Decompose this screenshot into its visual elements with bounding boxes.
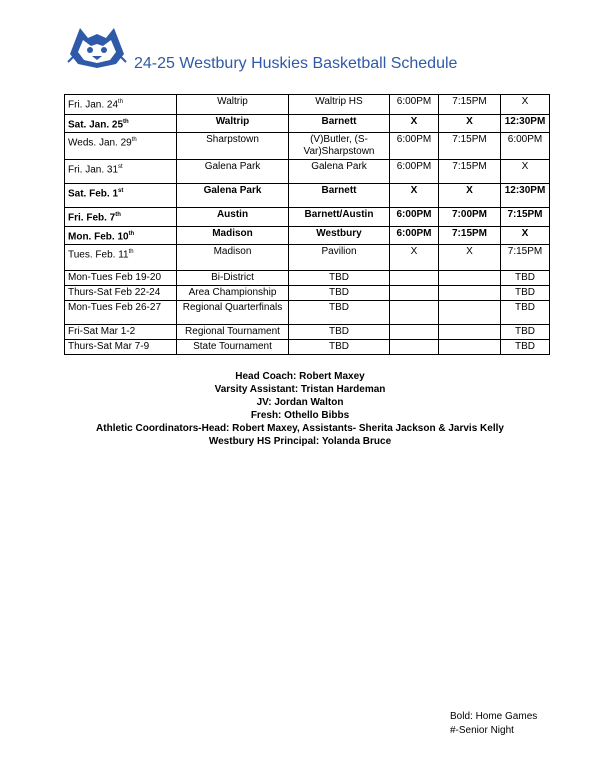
- cell-jv-time: [390, 324, 439, 339]
- other-time-text: 7:15PM: [507, 209, 543, 221]
- cell-varsity-time: [439, 270, 501, 285]
- varsity-time-text: 7:15PM: [452, 96, 487, 107]
- cell-opponent: [177, 244, 289, 270]
- cell-opponent: [177, 285, 289, 300]
- cell-other-time: [501, 300, 550, 324]
- opponent-text: Bi-District: [211, 271, 254, 283]
- cell-opponent: [177, 300, 289, 324]
- cell-date: [65, 285, 177, 300]
- cell-other-time: [501, 226, 550, 244]
- staff-jv: JV: Jordan Walton: [256, 397, 344, 408]
- varsity-time-text: 7:15PM: [451, 227, 487, 239]
- other-time-text: TBD: [515, 286, 535, 298]
- opponent-text: Sharpstown: [206, 134, 259, 146]
- cell-date: [65, 115, 177, 133]
- varsity-time-text: 7:15PM: [452, 134, 487, 146]
- cell-jv-time: [390, 115, 439, 133]
- date-text: Sat. Feb. 1: [68, 188, 119, 200]
- cell-varsity-time: [439, 133, 501, 160]
- cell-date: [65, 270, 177, 285]
- cell-varsity-time: [439, 300, 501, 324]
- table-row: [65, 285, 550, 300]
- cell-varsity-time: [439, 184, 501, 208]
- cell-varsity-time: [439, 226, 501, 244]
- table-row: [65, 184, 550, 208]
- varsity-time-text: X: [466, 116, 473, 127]
- cell-opponent: [177, 208, 289, 226]
- opponent-text: Galena Park: [203, 185, 262, 197]
- date-suffix: th: [123, 119, 129, 125]
- table-row: [65, 95, 550, 115]
- jv-time-text: X: [410, 116, 418, 127]
- cell-other-time: [501, 339, 550, 354]
- staff-list: [0, 370, 600, 448]
- cell-jv-time: [390, 339, 439, 354]
- location-text: Galena Park: [311, 161, 367, 173]
- other-time-text: TBD: [515, 325, 535, 337]
- cell-other-time: [501, 285, 550, 300]
- cell-location: [289, 300, 390, 324]
- cell-opponent: [177, 226, 289, 244]
- cell-jv-time: [390, 226, 439, 244]
- cell-other-time: [501, 133, 550, 160]
- cell-date: [65, 339, 177, 354]
- table-row: [65, 226, 550, 244]
- staff-head-coach: Head Coach: Robert Maxey: [235, 371, 365, 382]
- cell-date: [65, 208, 177, 226]
- other-time-text: 12:30PM: [504, 185, 546, 197]
- legend: [450, 710, 537, 738]
- cell-other-time: [501, 270, 550, 285]
- cell-opponent: [177, 133, 289, 160]
- cell-date: [65, 160, 177, 184]
- table-row: [65, 115, 550, 133]
- cell-jv-time: [390, 285, 439, 300]
- cell-location: [289, 226, 390, 244]
- cell-location: [289, 208, 390, 226]
- cell-location: [289, 339, 390, 354]
- cell-location: [289, 95, 390, 115]
- legend-bold-note: Bold: Home Games: [450, 711, 538, 722]
- other-time-text: X: [521, 227, 529, 239]
- opponent-text: Austin: [216, 209, 249, 221]
- date-suffix: th: [128, 248, 134, 255]
- cell-date: [65, 95, 177, 115]
- date-text: Tues. Feb. 11: [68, 249, 129, 261]
- cell-varsity-time: [439, 208, 501, 226]
- cell-opponent: [177, 160, 289, 184]
- date-suffix: th: [115, 212, 121, 219]
- date-text: Sat. Jan. 25: [68, 119, 124, 131]
- cell-location: [289, 324, 390, 339]
- cell-date: [65, 324, 177, 339]
- cell-other-time: [501, 115, 550, 133]
- cell-varsity-time: [439, 160, 501, 184]
- cell-jv-time: [390, 184, 439, 208]
- cell-opponent: [177, 324, 289, 339]
- jv-time-text: 6:00PM: [396, 96, 432, 107]
- cell-varsity-time: [439, 95, 501, 115]
- cell-date: [65, 226, 177, 244]
- other-time-text: 12:30PM: [504, 116, 546, 127]
- staff-varsity-assistant: Varsity Assistant: Tristan Hardeman: [214, 384, 386, 395]
- location-text: TBD: [329, 271, 349, 283]
- other-time-text: TBD: [515, 271, 535, 283]
- opponent-text: Regional Tournament: [185, 325, 280, 337]
- other-time-text: 7:15PM: [507, 245, 543, 257]
- date-text: Fri. Jan. 24: [68, 99, 119, 111]
- date-suffix: th: [131, 137, 137, 144]
- cell-date: [65, 300, 177, 324]
- location-text: (V)Butler, (S-Var)Sharpstown: [303, 134, 375, 158]
- location-text: Barnett/Austin: [304, 209, 374, 221]
- table-row: [65, 300, 550, 324]
- cell-jv-time: [390, 95, 439, 115]
- location-text: Pavilion: [321, 245, 357, 257]
- jv-time-text: X: [410, 245, 418, 257]
- varsity-time-text: 7:00PM: [451, 209, 487, 221]
- cell-location: [289, 285, 390, 300]
- cell-varsity-time: [439, 244, 501, 270]
- table-row: [65, 244, 550, 270]
- other-time-text: TBD: [515, 340, 535, 352]
- staff-principal: Westbury HS Principal: Yolanda Bruce: [208, 436, 392, 447]
- cell-jv-time: [390, 160, 439, 184]
- date-text: Fri. Jan. 31: [68, 164, 119, 176]
- cell-location: [289, 270, 390, 285]
- cell-other-time: [501, 244, 550, 270]
- cell-location: [289, 184, 390, 208]
- table-row: [65, 208, 550, 226]
- opponent-text: State Tournament: [193, 340, 272, 352]
- staff-fresh: Fresh: Othello Bibbs: [250, 410, 350, 421]
- date-text: Mon. Feb. 10: [68, 230, 129, 242]
- jv-time-text: 6:00PM: [396, 134, 432, 146]
- cell-other-time: [501, 184, 550, 208]
- opponent-text: Waltrip: [217, 96, 248, 107]
- cell-other-time: [501, 324, 550, 339]
- jv-time-text: X: [410, 185, 418, 197]
- location-text: Barnett: [321, 116, 357, 127]
- other-time-text: X: [521, 96, 529, 107]
- husky-logo-icon: [66, 24, 128, 70]
- opponent-text: Madison: [212, 227, 253, 239]
- other-time-text: 6:00PM: [507, 134, 543, 146]
- cell-varsity-time: [439, 285, 501, 300]
- cell-jv-time: [390, 133, 439, 160]
- cell-opponent: [177, 115, 289, 133]
- location-text: Barnett: [321, 185, 357, 197]
- opponent-text: Madison: [213, 245, 252, 257]
- cell-jv-time: [390, 208, 439, 226]
- cell-jv-time: [390, 244, 439, 270]
- date-text: Mon-Tues Feb 19-20: [68, 271, 162, 283]
- staff-athletic-coordinators: Athletic Coordinators-Head: Robert Maxey, Assistants- Sherita Jackson & Jarvis Kelly: [96, 423, 504, 434]
- opponent-text: Area Championship: [188, 286, 277, 298]
- table-row: [65, 270, 550, 285]
- schedule-table: [64, 94, 550, 355]
- cell-date: [65, 244, 177, 270]
- other-time-text: X: [521, 161, 529, 173]
- cell-other-time: [501, 208, 550, 226]
- cell-other-time: [501, 160, 550, 184]
- legend-senior-note: #-Senior Night: [450, 725, 514, 736]
- varsity-time-text: 7:15PM: [452, 161, 487, 173]
- cell-opponent: [177, 339, 289, 354]
- cell-other-time: [501, 95, 550, 115]
- opponent-text: Waltrip: [215, 116, 250, 127]
- cell-jv-time: [390, 300, 439, 324]
- date-suffix: st: [118, 164, 123, 171]
- cell-varsity-time: [439, 324, 501, 339]
- cell-date: [65, 184, 177, 208]
- date-text: Thurs-Sat Feb 22-24: [68, 286, 161, 298]
- date-text: Fri-Sat Mar 1-2: [68, 325, 136, 337]
- cell-jv-time: [390, 270, 439, 285]
- cell-date: [65, 133, 177, 160]
- location-text: TBD: [329, 325, 349, 337]
- other-time-text: TBD: [515, 301, 535, 313]
- location-text: TBD: [329, 340, 349, 352]
- table-row: [65, 339, 550, 354]
- date-text: Fri. Feb. 7: [68, 212, 116, 224]
- cell-location: [289, 244, 390, 270]
- opponent-text: Galena Park: [204, 161, 261, 173]
- cell-varsity-time: [439, 339, 501, 354]
- location-text: Waltrip HS: [315, 96, 363, 107]
- table-row: [65, 324, 550, 339]
- date-text: Weds. Jan. 29: [68, 137, 132, 149]
- jv-time-text: 6:00PM: [396, 209, 432, 221]
- jv-time-text: 6:00PM: [396, 227, 432, 239]
- cell-opponent: [177, 270, 289, 285]
- varsity-time-text: X: [466, 245, 473, 257]
- table-row: [65, 160, 550, 184]
- table-row: [65, 133, 550, 160]
- cell-opponent: [177, 95, 289, 115]
- location-text: TBD: [329, 301, 349, 313]
- date-suffix: st: [118, 188, 124, 195]
- location-text: TBD: [329, 286, 349, 298]
- page-title: 24-25 Westbury Huskies Basketball Schedule: [134, 55, 458, 72]
- opponent-text: Regional Quarterfinals: [182, 301, 283, 313]
- cell-varsity-time: [439, 115, 501, 133]
- cell-location: [289, 115, 390, 133]
- varsity-time-text: X: [466, 185, 473, 197]
- date-suffix: th: [118, 99, 124, 105]
- jv-time-text: 6:00PM: [396, 161, 432, 173]
- date-suffix: th: [128, 230, 135, 237]
- cell-opponent: [177, 184, 289, 208]
- cell-location: [289, 160, 390, 184]
- location-text: Westbury: [316, 227, 362, 239]
- date-text: Thurs-Sat Mar 7-9: [68, 340, 150, 352]
- date-text: Mon-Tues Feb 26-27: [68, 301, 162, 313]
- cell-location: [289, 133, 390, 160]
